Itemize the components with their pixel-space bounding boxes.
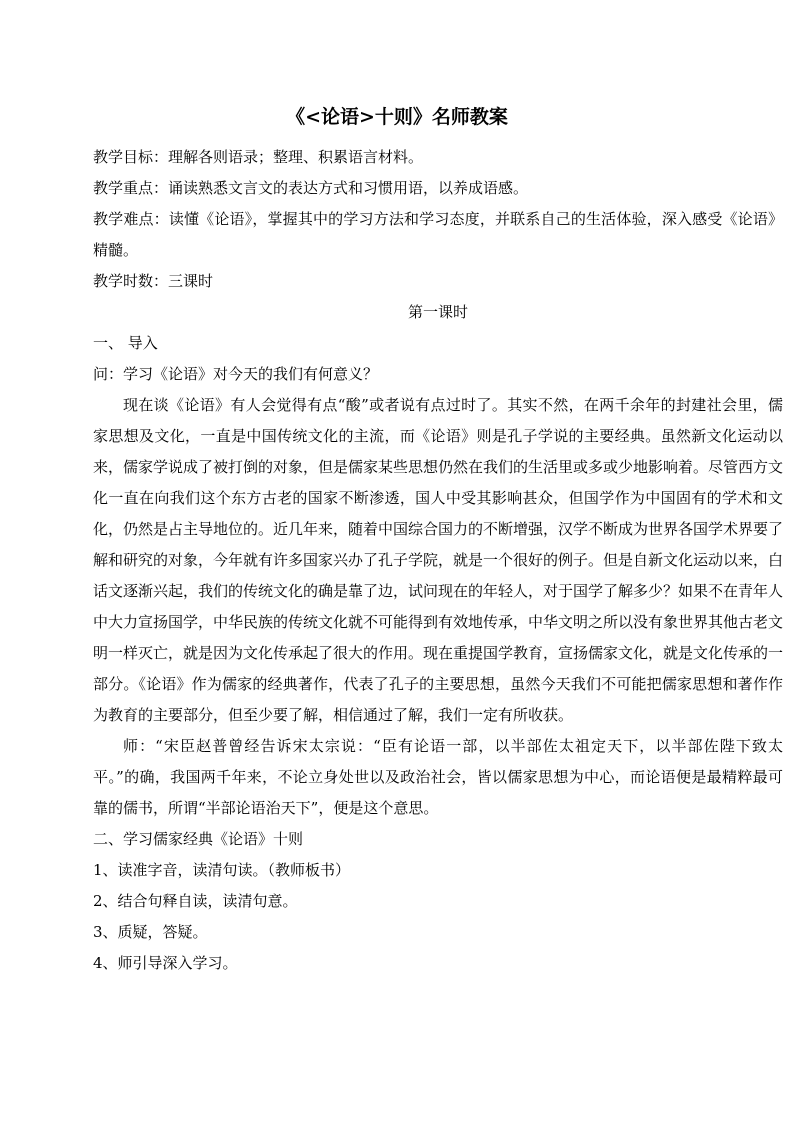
study-step: 2、结合句释自读，读清句意。 <box>93 892 298 910</box>
intro-question: 问：学习《论语》对今天的我们有何意义？ <box>93 365 379 383</box>
section-heading-intro: 一、 导入 <box>93 334 158 352</box>
teaching-difficulty: 教学难点：读懂《论语》，掌握其中的学习方法和学习态度，并联系自己的生活体验，深入感受《论语》精髓。 <box>93 210 783 259</box>
study-step: 4、师引导深入学习。 <box>93 954 238 972</box>
intro-paragraph: 现在谈《论语》有人会觉得有点“酸”或者说有点过时了。其实不然，在两千余年的封建社会里，儒家思想及文化，一直是中国传统文化的主流，而《论语》则是孔子学说的主要经典。虽然新文化运动以来，儒家学说成了被打倒的对象，但是儒家某些思想仍然在我们的生活里或多或少地影响着。尽管西方文化一直在向我们这个东方古老的国家不断渗透，国人中受其影响甚众，但国学作为中国固有的学术和文化，仍然是占主导地位的。近几年来，随着中国综合国力的不断增强，汉学不断成为世界各国学术界要了解和研究的对象，今年就有许多国家兴办了孔子学院，就是一个很好的例子。但是自新文化运动以来，白话文逐渐兴起，我们的传统文化的确是靠了边，试问现在的年轻人，对于国学了解多少？如果不在青年人中大力宣扬国学，中华民族的传统文化就不可能得到有效地传承，中华文明之所以没有象世界其他古老文明一样灭亡，就是因为文化传承起了很大的作用。现在重提国学教育，宣扬儒家文化，就是文化传承的一部分。《论语》作为儒家的经典著作，代表了孔子的主要思想，虽然今天我们不可能把儒家思想和著作作为教育的主要部分，但至少要了解，相信通过了解，我们一定有所收获。 <box>93 396 784 724</box>
document-body <box>93 142 783 979</box>
teaching-objective: 教学目标：理解各则语录；整理、积累语言材料。 <box>93 148 424 166</box>
teacher-quote-paragraph: 师：“宋臣赵普曾经告诉宋太宗说：“臣有论语一部，以半部佐太祖定天下，以半部佐陛下致太平。”的确，我国两千年来，不论立身处世以及政治社会，皆以儒家思想为中心，而论语便是最精粹最可靠的儒书，所谓“半部论语治天下”，便是这个意思。 <box>93 737 783 817</box>
section-heading-study: 二、学习儒家经典《论语》十则 <box>93 830 304 848</box>
study-step: 1、读准字音，读清句读。（教师板书） <box>93 861 351 879</box>
teaching-key-point: 教学重点：诵读熟悉文言文的表达方式和习惯用语，以养成语感。 <box>93 179 529 197</box>
study-step: 3、质疑，答疑。 <box>93 923 208 941</box>
document-title: 《<论语>十则》名师教案 <box>286 106 508 128</box>
teaching-class-hours: 教学时数：三课时 <box>93 272 214 290</box>
lesson-heading: 第一课时 <box>407 303 468 321</box>
